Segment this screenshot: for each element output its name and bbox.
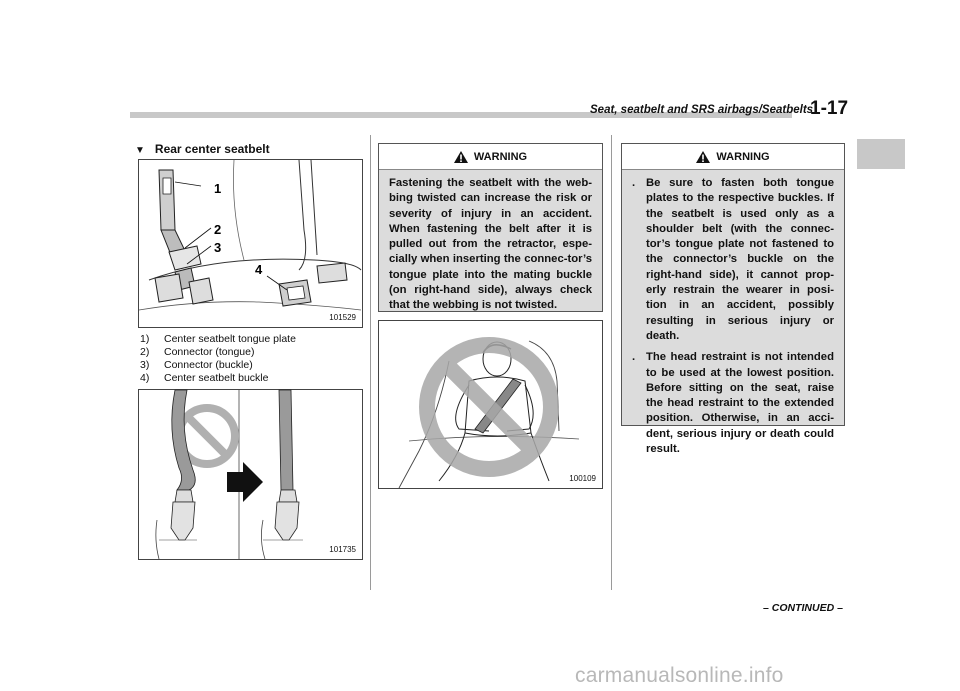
callout-1: 1	[214, 181, 222, 196]
figure-twisted-webbing	[138, 389, 363, 560]
section-heading-text: Rear center seatbelt	[154, 142, 270, 156]
warning-header	[622, 144, 844, 170]
warning-label: WARNING	[716, 150, 770, 163]
figure-passenger-prohibited	[378, 320, 603, 489]
legend-item: 1) Center seatbelt tongue plate	[140, 333, 296, 345]
column-divider-left	[370, 135, 371, 590]
header-section-title: Seat, seatbelt and SRS airbags/Seatbelts	[590, 104, 814, 116]
figure-code: 101735	[329, 545, 356, 554]
figure-code: 101529	[329, 313, 356, 322]
arrow-right-icon	[227, 462, 263, 502]
warning-label: WARNING	[473, 150, 528, 163]
page-number: 1-17	[810, 98, 849, 119]
section-marker-icon: ▼	[135, 145, 145, 156]
callout-4: 4	[255, 262, 263, 277]
warning-triangle-icon	[454, 151, 468, 163]
warning-item: . The head restraint is not intended to be used at the lowest position. Before sitting on the seat, raise the head restraint to the extended position. Otherwise, in an acci-dent, serious injury or death could result.	[632, 351, 834, 456]
legend-item: 2) Connector (tongue)	[140, 346, 255, 358]
legend-item: 3) Connector (buckle)	[140, 359, 253, 371]
legend-item: 4) Center seatbelt buckle	[140, 372, 269, 384]
warning-text: Fastening the seatbelt with the web-bing twisted can increase the risk or severity of injury in an accident. When fastening the belt after it is pulled out from the retractor, espe-cially when inserting the connec-tor’s tongue plate into the mating buckle (on right-hand side), always check that the webbing is not twisted.	[389, 177, 592, 312]
twisted-webbing-illustration	[139, 390, 362, 559]
callout-2: 2	[214, 222, 222, 237]
warning-triangle-icon	[696, 151, 710, 163]
watermark-text: carmanualsonline.info	[575, 664, 784, 687]
column-divider-right	[611, 135, 612, 590]
warning-list	[632, 176, 834, 457]
continued-label: – CONTINUED –	[763, 602, 843, 614]
callout-3: 3	[214, 240, 222, 255]
warning-header	[379, 144, 602, 170]
passenger-illustration	[379, 321, 602, 488]
figure-rear-center-seatbelt	[138, 159, 363, 328]
figure-legend	[140, 333, 296, 385]
section-heading	[135, 142, 270, 156]
warning-item: . Be sure to fasten both tongue plates to the respective buckles. If the seatbelt is used only as a shoulder belt (with the connec-tor’s tongue plate not fastened to the connector’s buckle on the right-hand side), it cannot prop-erly restrain the wearer in posi-tion in an accident, possibly resulting in serious injury or death.	[632, 177, 834, 342]
warning-box-tongue-plates	[621, 143, 845, 456]
chapter-side-tab	[857, 139, 905, 169]
warning-box-twisted-webbing	[378, 143, 603, 312]
figure-code: 100109	[569, 474, 596, 483]
seatbelt-illustration	[139, 160, 362, 327]
